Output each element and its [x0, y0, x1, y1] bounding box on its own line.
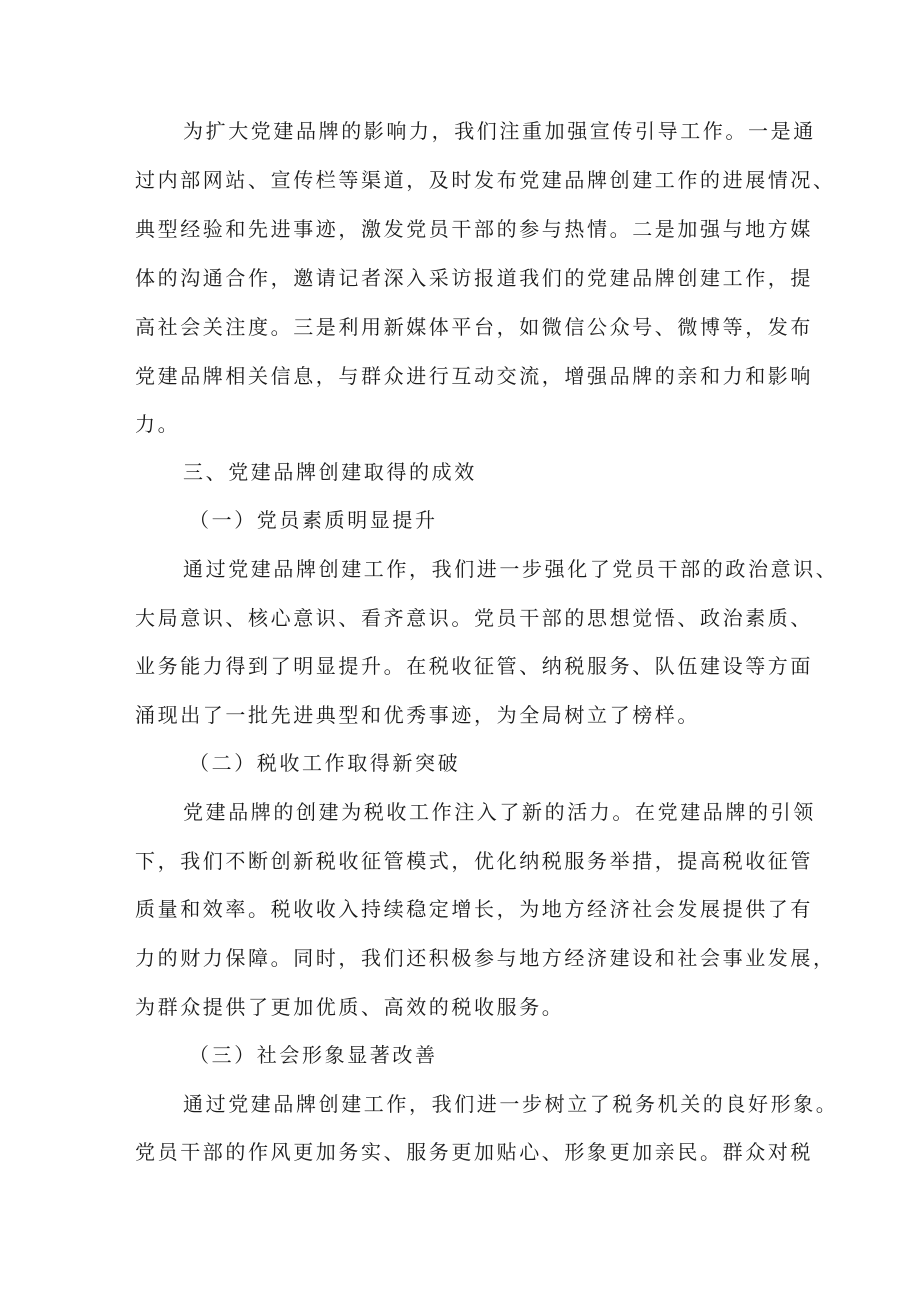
paragraph-line: 过内部网站、宣传栏等渠道，及时发布党建品牌创建工作的进展情况、: [135, 168, 836, 192]
paragraph-line: 涌现出了一批先进典型和优秀事迹，为全局树立了榜样。: [135, 703, 700, 727]
paragraph-line: 下，我们不断创新税收征管模式，优化纳税服务举措，提高税收征管: [135, 849, 813, 873]
section-heading: 三、党建品牌创建取得的成效: [183, 460, 477, 484]
paragraph-line: 典型经验和先进事迹，激发党员干部的参与热情。二是加强与地方媒: [135, 217, 813, 241]
paragraph-line: 为扩大党建品牌的影响力，我们注重加强宣传引导工作。一是通: [183, 119, 816, 143]
paragraph-line: 党员干部的作风更加务实、服务更加贴心、形象更加亲民。群众对税: [135, 1140, 813, 1164]
paragraph-line: 为群众提供了更加优质、高效的税收服务。: [135, 995, 565, 1019]
paragraph-line: 体的沟通合作，邀请记者深入采访报道我们的党建品牌创建工作，提: [135, 266, 813, 290]
paragraph-line: 党建品牌相关信息，与群众进行互动交流，增强品牌的亲和力和影响: [135, 364, 813, 388]
subsection-heading: （三）社会形象显著改善: [189, 1043, 438, 1067]
paragraph-line: 力。: [135, 412, 181, 436]
subsection-heading: （一）党员素质明显提升: [189, 508, 438, 532]
paragraph-line: 党建品牌的创建为税收工作注入了新的活力。在党建品牌的引领: [183, 800, 816, 824]
subsection-heading: （二）税收工作取得新突破: [189, 751, 461, 775]
paragraph-line: 大局意识、核心意识、看齐意识。党员干部的思想觉悟、政治素质、: [135, 606, 813, 630]
paragraph-line: 业务能力得到了明显提升。在税收征管、纳税服务、队伍建设等方面: [135, 654, 813, 678]
paragraph-line: 力的财力保障。同时，我们还积极参与地方经济建设和社会事业发展，: [135, 946, 836, 970]
paragraph-line: 高社会关注度。三是利用新媒体平台，如微信公众号、微博等，发布: [135, 315, 813, 339]
paragraph-line: 通过党建品牌创建工作，我们进一步强化了党员干部的政治意识、: [183, 557, 839, 581]
paragraph-line: 通过党建品牌创建工作，我们进一步树立了税务机关的良好形象。: [183, 1092, 839, 1116]
paragraph-line: 质量和效率。税收收入持续稳定增长，为地方经济社会发展提供了有: [135, 897, 813, 921]
